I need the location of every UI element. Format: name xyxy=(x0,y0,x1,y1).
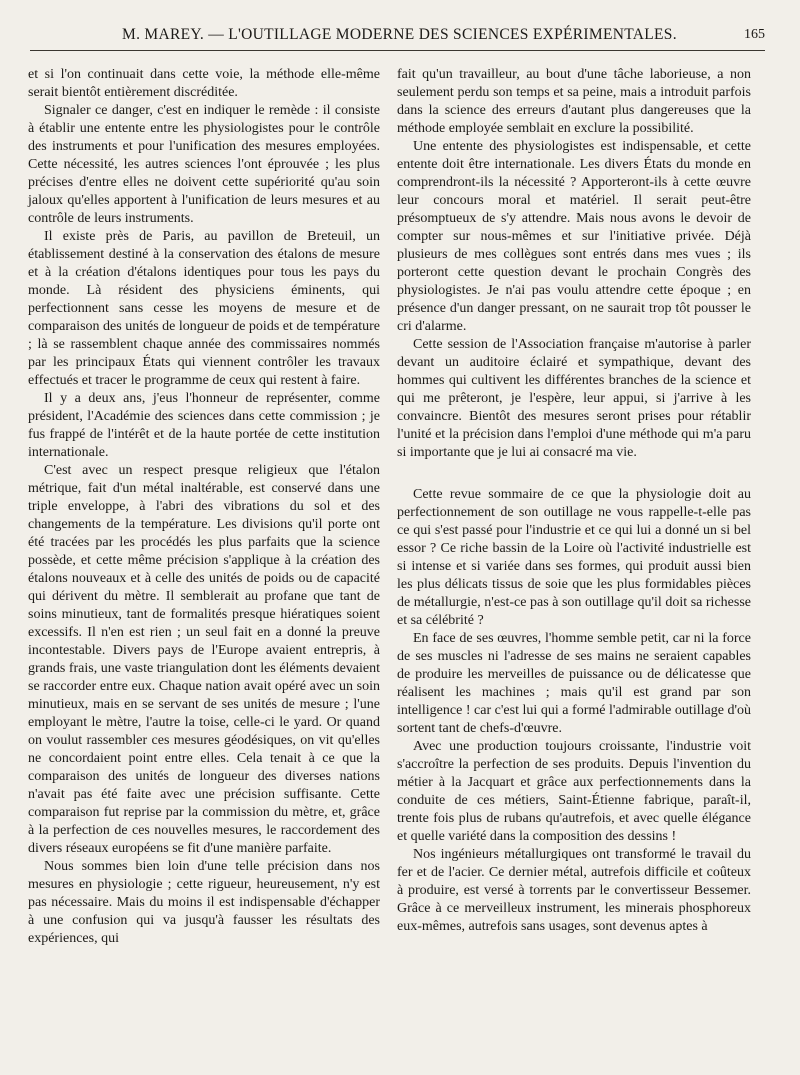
paragraph: Nos ingénieurs métallurgiques ont transformé le travail du fer et de l'acier. Ce dernier métal, autrefois difficile et coûteux à produire, est versé à torrents par le convertisseur Bessemer. Grâce à ce merveilleux instrument, les minerais phosphoreux eux-mêmes, autrefois sans usages, sont devenus aptes à xyxy=(397,847,751,934)
paragraph: C'est avec un respect presque religieux que l'étalon métrique, fait d'un métal inaltérable, est conservé dans une triple enveloppe, à l'abri des vibrations du sol et des changements de la température. Les divisions qu'il porte ont été tracées par les procédés les plus parfaits que la science possède, et cette même précision s'applique à la création des étalons nouveaux et à celle des unités de poids ou de capacité qui dérivent du mètre. Il semblerait au profane que tant de soins minutieux, tant de formalités presque hiératiques soient excessifs. Il n'en est rien ; un seul fait en a donné la preuve incontestable. Divers pays de l'Europe avaient entrepris, à grands frais, une vaste triangulation dont les éléments devaient se raccorder entre eux. Chaque nation avait opéré avec un soin minutieux, mais en se servant de ses unités de mesure ; l'une employant le mètre, l'autre la toise, celle-ci le yard. Or quand on voulut rassembler ces mesures géodésiques, on vit qu'elles ne concordaient point entre elles. Cela tenait à ce que la comparaison des unités de longueur des diverses nations n'avait pas été faite avec une précision suffisante. Cette comparaison fut reprise par la commission du mètre, et, grâce à la perfection de ces nouvelles mesures, le raccordement des divers réseaux européens se fit d'une manière parfaite. xyxy=(28,463,380,856)
paragraph: Il existe près de Paris, au pavillon de Breteuil, un établissement destiné à la conservation des étalons de mesure et à la création d'étalons identiques pour tous les pays du monde. Là résident des physiciens éminents, qui perfectionnent sans cesse les moyens de mesure et de comparaison des unités de longueur de poids et de température ; là se rassemblent chaque année des commissaires nommés par les principaux États qui viennent contrôler les travaux effectués et tracer le programme de ceux qui restent à faire. xyxy=(28,229,380,388)
page-number: 165 xyxy=(744,27,765,42)
running-header xyxy=(30,26,775,48)
left-column xyxy=(28,66,380,948)
paragraph: Une entente des physiologistes est indispensable, et cette entente doit être internationale. Les divers États du monde en comprendront-ils la nécessité ? Apporteront-ils à cette œuvre leur concours moral et matériel. Il serait peut-être présomptueux de s'y attendre. Mais nous avons le devoir de compter sur nous-mêmes et sur l'initiative privée. Déjà plusieurs de mes collègues sont entrés dans mes vues ; ils porteront cette question devant le prochain Congrès des physiologistes. Je n'ai pas voulu attendre cette époque ; en présence d'un danger pressant, on ne saurait trop tôt pousser le cri d'alarme. xyxy=(397,139,751,334)
paragraph: Nous sommes bien loin d'une telle précision dans nos mesures en physiologie ; cette rigueur, heureusement, n'y est pas nécessaire. Mais du moins il est indispensable d'échapper à une confusion qui va jusqu'à fausser les résultats des expériences, qui xyxy=(28,859,380,946)
right-column xyxy=(397,66,751,936)
paragraph: fait qu'un travailleur, au bout d'une tâche laborieuse, a non seulement perdu son temps et sa peine, mais a introduit parfois dans la science des erreurs d'autant plus dangereuses que la méthode employée semblait en exclure la possibilité. xyxy=(397,67,751,136)
paragraph: Cette session de l'Association française m'autorise à parler devant un auditoire éclairé et sympathique, devant des hommes qui cultivent les différentes branches de la science et qui me prêteront, je l'espère, leur appui, si j'arrive à les convaincre. Bientôt des mesures seront prises pour rétablir l'unité et la précision dans l'emploi d'une méthode qui m'a paru si importante que je lui ai consacré ma vie. xyxy=(397,337,751,460)
paragraph: En face de ses œuvres, l'homme semble petit, car ni la force de ses muscles ni l'adresse de ses mains ne seraient capables de produire les merveilles de puissance ou de délicatesse que réalisent les machines ; mais qu'il est grand par son intelligence ! car c'est lui qui a formé l'admirable outillage d'où sortent tant de chefs-d'œuvre. xyxy=(397,631,751,736)
paragraph: Cette revue sommaire de ce que la physiologie doit au perfectionnement de son outillage ne vous rappelle-t-elle pas ce qui s'est passé pour l'industrie et ce qui lui a donné un si bel essor ? Ce riche bassin de la Loire où l'activité industrielle est si intense et si variée dans ses formes, qui produit aussi bien les plus délicats tissus de soie que les plus formidables pièces de métallurgie, n'est-ce pas à son outillage qu'il doit sa richesse et sa célébrité ? xyxy=(397,487,751,628)
paragraph: Signaler ce danger, c'est en indiquer le remède : il consiste à établir une entente entre les physiologistes pour le contrôle des instruments et pour l'unification des mesures employées. Cette nécessité, les autres sciences l'ont éprouvée ; les plus précises d'entre elles ne doivent cette supériorité qu'au soin jaloux qu'elles apportent à l'unification de leurs mesures et au contrôle de leurs instruments. xyxy=(28,103,380,226)
paragraph: Il y a deux ans, j'eus l'honneur de représenter, comme président, l'Académie des sciences dans cette commission ; je fus frappé de l'intérêt et de la haute portée de cette institution internationale. xyxy=(28,391,380,460)
running-title: M. MAREY. — L'OUTILLAGE MODERNE DES SCIENCES EXPÉRIMENTALES. xyxy=(122,26,677,43)
paragraph: et si l'on continuait dans cette voie, la méthode elle-même serait bientôt entièrement discréditée. xyxy=(28,67,380,100)
paragraph: Avec une production toujours croissante, l'industrie voit s'accroître la perfection de ses produits. Depuis l'invention du métier à la Jacquart et grâce aux perfectionnements dans la conduite de ces métiers, Saint-Étienne fabrique, paraît-il, trente fois plus de rubans qu'autrefois, et avec quelle élégance et quelle variété dans la composition des dessins ! xyxy=(397,739,751,844)
header-rule xyxy=(30,50,765,51)
